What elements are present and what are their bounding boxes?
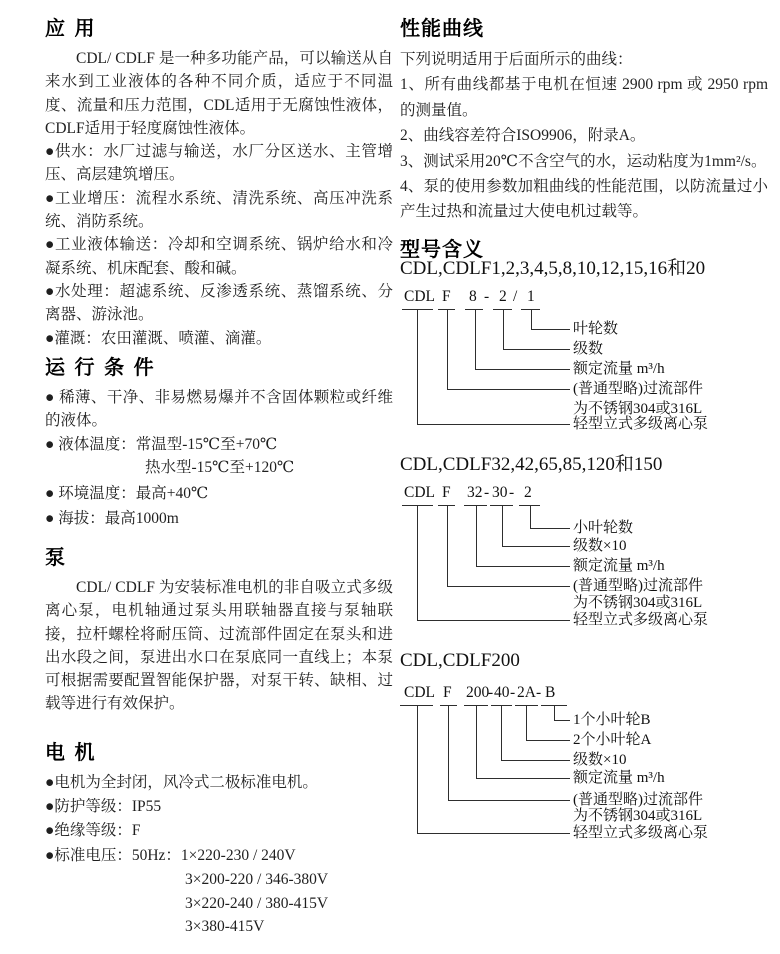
model-code-label: 1个小叶轮B [573, 712, 651, 728]
connector-vertical [447, 505, 448, 586]
model-code-label: 叶轮数 [573, 321, 619, 337]
motor-bullet: ●标准电压：50Hz：1×220-230 / 240V [45, 846, 296, 864]
model-code-label: 轻型立式多级离心泵 [573, 612, 709, 628]
model-code-label: 为不锈钢304或316L [573, 595, 703, 611]
model-code-part: CDL [404, 288, 435, 305]
curves-note: 1、所有曲线都基于电机在恒速 2900 rpm 或 2950 rpm 的测量值。 [400, 76, 768, 119]
model-code-label: 为不锈钢304或316L [573, 401, 703, 417]
motor-heading: 电 机 [45, 742, 97, 764]
operating-bullet: ● 稀薄、干净、非易燃易爆并不含固体颗粒或纤维的液体。 [45, 389, 393, 430]
operating-bullet: ● 海拔：最高1000m [45, 510, 179, 528]
connector-vertical [417, 705, 418, 833]
curves-note: 2、曲线容差符合ISO9906，附录A。 [400, 127, 646, 145]
voltage-line: 3×220-240 / 380-415V [185, 894, 329, 912]
section-application [45, 12, 393, 350]
connector-vertical [448, 705, 449, 800]
model-code-label: 2个小叶轮A [573, 732, 652, 748]
connector-vertical [476, 505, 477, 566]
model-code-part: / [513, 288, 518, 305]
model-code-part: CDL [404, 484, 435, 501]
connector-horizontal [531, 329, 570, 330]
application-bullet: ●工业增压：流程水系统、清洗系统、高压冲洗系统、消防系统。 [45, 189, 393, 231]
connector-horizontal [476, 566, 570, 567]
connector-horizontal [476, 778, 570, 779]
model-code-part: - [510, 684, 516, 701]
model-diagram-3 [400, 684, 768, 850]
model-code-part: 200 [466, 684, 490, 701]
model-family-title: CDL,CDLF32,42,65,85,120和150 [400, 454, 663, 475]
section-operating-conditions [45, 351, 393, 531]
connector-vertical [417, 309, 418, 424]
model-family-title: CDL,CDLF1,2,3,4,5,8,10,12,15,16和20 [400, 258, 706, 279]
model-code-label: 额定流量 m³/h [573, 361, 665, 377]
connector-horizontal [447, 586, 570, 587]
connector-vertical [531, 309, 532, 329]
model-code-part: 30 [492, 484, 508, 501]
section-motor [45, 736, 393, 939]
model-code-part: - [488, 684, 494, 701]
connector-horizontal [501, 760, 570, 761]
model-code-label: 轻型立式多级离心泵 [573, 416, 709, 432]
operating-bullet-continuation: 热水型-15℃至+120℃ [145, 458, 295, 476]
connector-vertical [554, 705, 555, 720]
model-code-label: 小叶轮数 [573, 520, 634, 536]
application-bullet: ●供水：水厂过滤与输送，水厂分区送水、主管增压、高层建筑增压。 [45, 143, 393, 184]
curves-note: 下列说明适用于后面所示的曲线： [400, 51, 633, 68]
model-code-label: 为不锈钢304或316L [573, 808, 703, 824]
model-code-part: F [443, 684, 452, 701]
voltage-line: 3×380-415V [185, 918, 265, 936]
connector-vertical [475, 309, 476, 369]
model-code-label: 级数×10 [573, 538, 627, 554]
model-meaning-heading: 型号含义 [400, 239, 484, 261]
model-code-label: (普通型略)过流部件 [573, 578, 703, 594]
voltage-line: 3×200-220 / 346-380V [185, 870, 329, 888]
curves-note: 3、测试采用20℃不含空气的水，运动粘度为1mm²/s。 [400, 152, 767, 170]
model-code-part: 1 [527, 288, 535, 305]
application-bullet: ●水处理：超滤系统、反渗透系统、蒸馏系统、分离器、游泳池。 [45, 282, 393, 324]
model-family-title: CDL,CDLF200 [400, 650, 520, 671]
application-heading: 应 用 [45, 18, 97, 40]
application-intro: CDL/ CDLF 是一种多功能产品，可以输送从自来水到工业液体的各种不同介质，适应于不同温度、流量和压力范围，CDL适用于无腐蚀性液体，CDLF适用于轻度腐蚀性液体。 [45, 50, 393, 137]
connector-vertical [417, 505, 418, 620]
model-code-part: 2 [524, 484, 532, 501]
model-code-part: - [509, 484, 515, 501]
operating-bullet: ● 环境温度：最高+40℃ [45, 485, 209, 503]
connector-horizontal [448, 800, 570, 801]
curves-heading: 性能曲线 [400, 18, 484, 40]
model-code-part: F [442, 484, 451, 501]
pump-paragraph: CDL/ CDLF 为安装标准电机的非自吸立式多级离心泵，电机轴通过泵头用联轴器直接与泵轴联接，拉杆螺栓将耐压筒、过流部件固定在泵头和进出水段之间，泵进出水口在泵底同一直线上；本泵可根据需要配置智能保护器，对泵干转、缺相、过载等进行有效保护。 [45, 579, 393, 713]
model-code-part: - [484, 288, 490, 305]
model-code-part: 8 [469, 288, 477, 305]
operating-heading: 运 行 条 件 [45, 357, 156, 379]
application-bullet: ●工业液体输送：冷却和空调系统、锅炉给水和冷凝系统、机床配套、酸和碱。 [45, 236, 393, 277]
connector-vertical [476, 705, 477, 778]
model-code-part: - [536, 684, 542, 701]
model-code-part: 2A [517, 684, 536, 701]
motor-bullet: ●绝缘等级：F [45, 822, 141, 840]
connector-vertical [530, 505, 531, 528]
connector-horizontal [417, 833, 570, 834]
model-code-underline [465, 309, 483, 310]
model-code-part: 40 [494, 684, 510, 701]
model-code-part: F [442, 288, 451, 305]
connector-horizontal [526, 740, 570, 741]
connector-horizontal [554, 720, 570, 721]
motor-bullet: ●防护等级：IP55 [45, 798, 162, 816]
connector-vertical [501, 705, 502, 760]
model-code-part: CDL [404, 684, 435, 701]
motor-bullet: ●电机为全封闭，风冷式二极标准电机。 [45, 774, 318, 791]
section-pump [45, 541, 393, 716]
connector-horizontal [447, 389, 570, 390]
pump-heading: 泵 [45, 547, 67, 569]
model-diagram-2 [400, 484, 768, 640]
model-code-label: (普通型略)过流部件 [573, 792, 703, 808]
model-code-label: (普通型略)过流部件 [573, 381, 703, 397]
model-code-part: 32 [467, 484, 483, 501]
connector-horizontal [417, 424, 570, 425]
model-code-label: 级数 [573, 341, 604, 357]
model-code-label: 额定流量 m³/h [573, 770, 665, 786]
section-performance-curves [400, 12, 768, 225]
model-diagram-1 [400, 288, 768, 444]
connector-horizontal [502, 546, 570, 547]
model-code-label: 级数×10 [573, 752, 627, 768]
connector-vertical [526, 705, 527, 740]
connector-horizontal [503, 349, 570, 350]
application-bullet: ●灌溉：农田灌溉、喷灌、滴灌。 [45, 329, 272, 347]
connector-vertical [503, 309, 504, 349]
model-code-label: 额定流量 m³/h [573, 558, 665, 574]
connector-horizontal [530, 528, 570, 529]
operating-bullet: ● 液体温度：常温型-15℃至+70℃ [45, 435, 278, 453]
connector-vertical [447, 309, 448, 389]
model-code-part: 2 [499, 288, 507, 305]
curves-note: 4、泵的使用参数加粗曲线的性能范围，以防流量过小产生过热和流量过大使电机过载等。 [400, 178, 768, 221]
connector-horizontal [475, 369, 570, 370]
model-code-label: 轻型立式多级离心泵 [573, 825, 709, 841]
model-code-part: - [484, 484, 490, 501]
model-code-part: B [545, 684, 556, 701]
connector-horizontal [417, 620, 570, 621]
connector-vertical [502, 505, 503, 546]
